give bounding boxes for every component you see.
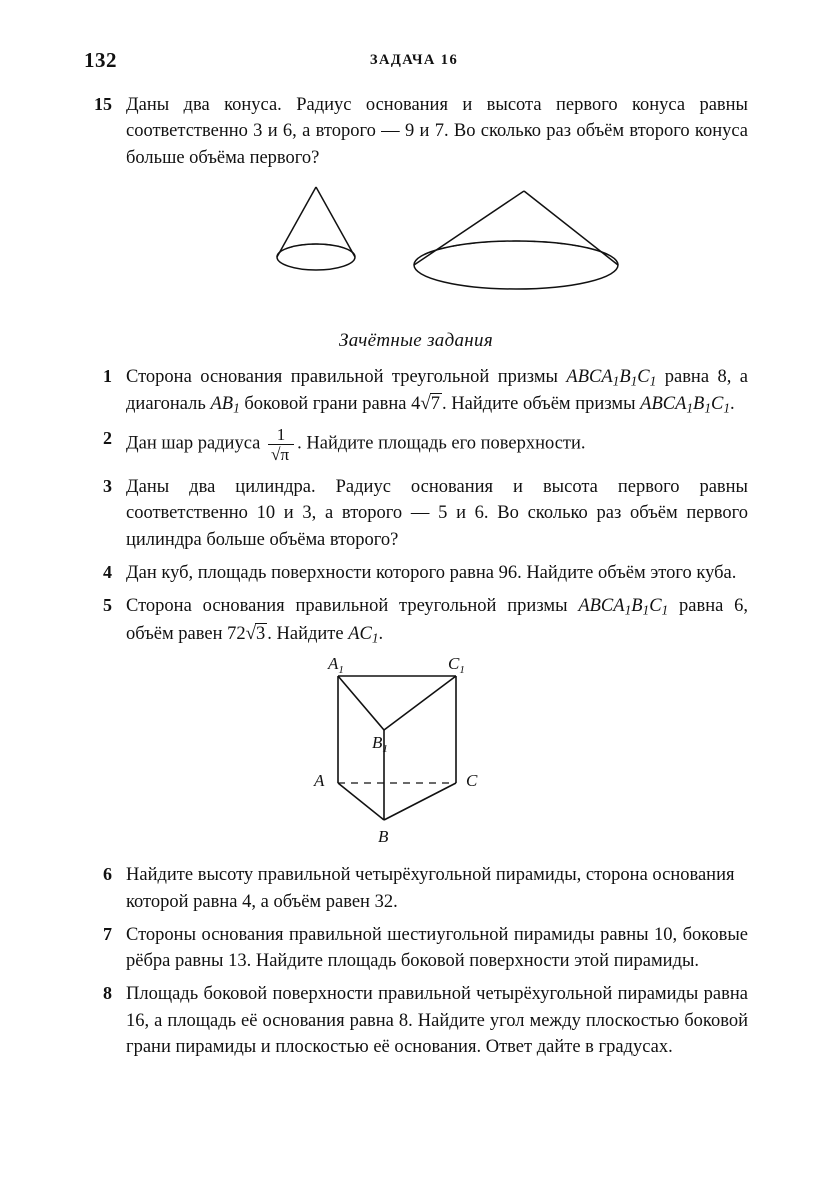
text-fragment: . Найдите объём призмы [442, 394, 641, 415]
problem-8 [84, 981, 748, 1060]
problem-number: 15 [94, 94, 112, 114]
subscript: 1 [630, 373, 638, 389]
problem-text: Стороны основания правильной шестиугольной пирамиды равны 10, боковые рёбра равны 13. Найдите площадь боковой поверхности этой пирамиды. [126, 924, 748, 972]
section-title: Зачётные задания [339, 329, 493, 351]
page-number: 132 [84, 48, 117, 72]
math-label: C [637, 366, 650, 387]
text-fragment: равна 8, а диагональ [126, 366, 748, 415]
coefficient: 4 [411, 394, 421, 415]
math-label: AC [348, 623, 372, 644]
vertex-label-b1: $B_1$ [372, 733, 388, 756]
problem-text [126, 364, 748, 419]
problem-number: 4 [103, 561, 112, 582]
text-fragment: боковой грани равна [239, 394, 407, 415]
radicand: π [280, 444, 290, 464]
running-title: ЗАДАЧА 16 [369, 52, 459, 68]
subscript: 1 [371, 630, 379, 646]
problem-text: Найдите высоту правильной четырёхугольной пирамиды, сторона основания которой равна 4, а объём равен 32. [126, 865, 735, 912]
problem-number: 7 [103, 923, 112, 944]
subscript: 1 [624, 602, 632, 618]
problem-7 [84, 922, 748, 975]
triangular-prism-figure [84, 658, 748, 848]
problem-6 [84, 862, 748, 915]
problem-15 [84, 92, 748, 171]
text-fragment: . Найдите [267, 623, 349, 644]
text-fragment: . Найдите площадь его поверхности. [297, 433, 586, 454]
problem-text: Дан куб, площадь поверхности которого равна 96. Найдите объём этого куба. [126, 562, 737, 583]
page-header [84, 48, 744, 74]
vertex-label-c: C [466, 771, 478, 791]
problem-number: 8 [103, 983, 112, 1004]
text-fragment: . [730, 394, 735, 415]
vertex-label-b: B [378, 827, 389, 847]
vertex-label-a1: $A_1$ [328, 658, 344, 677]
math-label: C [649, 596, 662, 617]
math-label: ABCA [640, 394, 687, 415]
subscript: 1 [686, 401, 694, 417]
subscript: 1 [661, 602, 669, 618]
radicand: 7 [430, 394, 440, 415]
subscript: 1 [704, 401, 712, 417]
subscript: 1 [649, 373, 657, 389]
subscript: 1 [723, 401, 731, 417]
text-fragment: Сторона основания правильной треугольной призмы [126, 596, 568, 617]
problem-4 [84, 560, 748, 586]
problem-3 [84, 474, 748, 553]
math-label: B [631, 596, 643, 617]
page-content [84, 92, 748, 1067]
problem-text [126, 426, 748, 464]
math-label: ABCA [578, 596, 625, 617]
math-label: B [693, 394, 705, 415]
numerator: 1 [276, 425, 286, 445]
problem-number: 5 [103, 595, 112, 616]
math-label: C [711, 394, 724, 415]
radicand: 3 [256, 623, 266, 644]
problem-text [126, 593, 748, 648]
square-root: √3 [245, 622, 266, 644]
text-fragment: Дан шар радиуса [126, 433, 265, 454]
problem-number: 6 [103, 864, 112, 885]
math-label: ABCA [566, 366, 613, 387]
subscript: 1 [612, 373, 620, 389]
denominator: √π [268, 444, 294, 464]
problem-text: Площадь боковой поверхности правильной четырёхугольной пирамиды равна 16, а площадь её основания равна 8. Найдите угол между плоскостью боковой грани пирамиды и плоскостью её основания. Ответ дайте в градусах. [126, 984, 748, 1057]
two-cones-figure [84, 179, 748, 314]
problem-number: 3 [103, 476, 112, 497]
problem-5 [84, 593, 748, 648]
square-root: √7 [420, 393, 440, 415]
math-label: AB [210, 394, 234, 415]
text-fragment: равна 6, объём равен 72 [126, 596, 748, 644]
math-label: B [619, 366, 631, 387]
text-fragment: Сторона основания правильной треугольной призмы [126, 366, 558, 387]
vertex-label-a: A [314, 771, 325, 791]
fraction [268, 426, 294, 464]
vertex-label-c1: $C_1$ [448, 658, 465, 677]
problem-text: Даны два конуса. Радиус основания и высота первого конуса равны соответственно 3 и 6, а второго — 9 и 7. Во сколько раз объём второго конуса больше объёма первого? [126, 95, 748, 168]
text-fragment: . [378, 623, 384, 644]
problem-1 [84, 364, 748, 419]
problem-number: 1 [103, 365, 112, 386]
problem-2 [84, 426, 748, 464]
subscript: 1 [233, 401, 240, 417]
problem-number: 2 [103, 428, 112, 449]
problem-text: Даны два цилиндра. Радиус основания и высота первого равны соответственно 10 и 3, а второго — 5 и 6. Во сколько раз объём первого цилиндра больше объёма второго? [126, 477, 748, 550]
subscript: 1 [642, 602, 650, 618]
